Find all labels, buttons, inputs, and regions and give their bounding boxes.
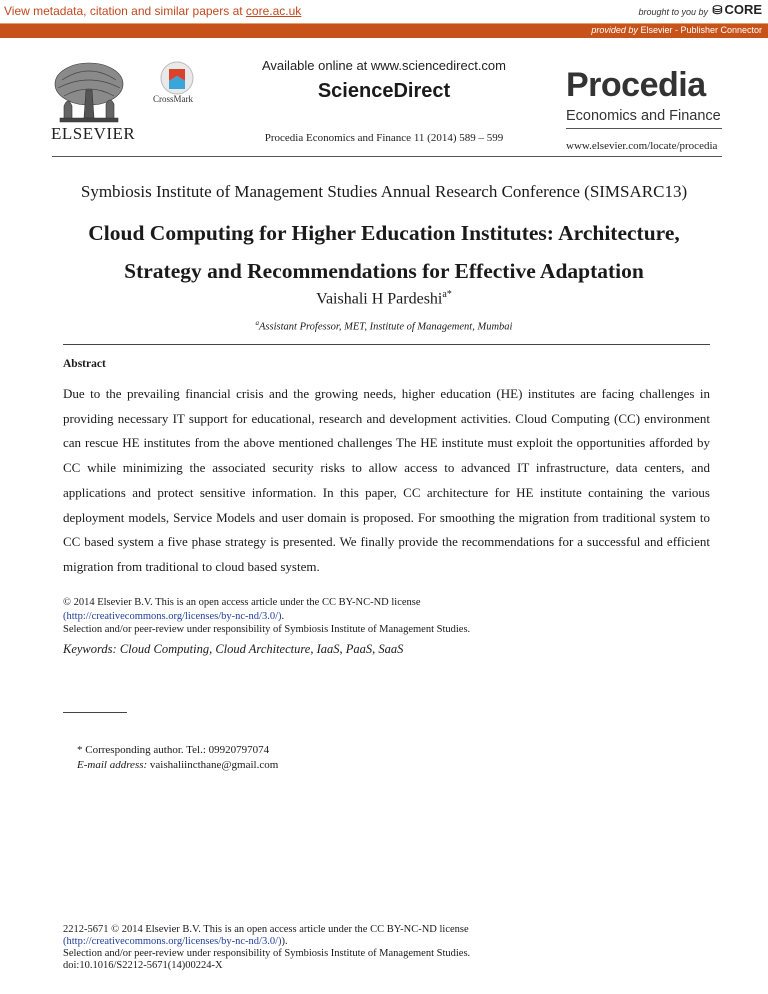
elsevier-wordmark: ELSEVIER [51, 124, 136, 143]
provided-by-text: provided by Elsevier - Publisher Connector [591, 25, 762, 35]
brought-by-text: brought to you by [638, 7, 708, 17]
author-line [0, 289, 768, 308]
affiliation: $^a$Assistant Professor, MET, Institute of Management, Mumbai [255, 319, 513, 333]
keywords: Keywords: Cloud Computing, Cloud Architecture, IaaS, PaaS, SaaS [63, 642, 404, 656]
metadata-link[interactable]: View metadata, citation and similar papers at core.ac.uk [4, 4, 302, 18]
available-online-text: Available online at www.sciencedirect.com [262, 58, 506, 73]
sciencedirect-logo[interactable]: ScienceDirect [317, 80, 451, 102]
article-title [40, 214, 728, 290]
email-address[interactable]: vaishaliincthane@gmail.com [149, 759, 279, 771]
core-logo[interactable]: ⛁ CORE [712, 2, 762, 17]
affiliation-mark: a [255, 319, 260, 327]
license-url-line: (http://creativecommons.org/licenses/by-nc-nd/3.0/). [63, 610, 285, 622]
footer-license-url-line: (http://creativecommons.org/licenses/by-nc-nd/3.0/)). [63, 936, 288, 947]
abstract-heading: Abstract [63, 358, 106, 370]
header-divider [566, 128, 722, 129]
journal-name: Procedia [566, 66, 706, 104]
corresponding-author-note [77, 743, 278, 773]
header-rule [52, 156, 722, 157]
corresponding-author-line: * Corresponding author. Tel.: 09920797074 [77, 744, 270, 756]
footer-copyright [63, 924, 470, 972]
peer-review-line: Selection and/or peer-review under responsibility of Symbiosis Institute of Management Studies. [63, 624, 471, 635]
license-link[interactable]: (http://creativecommons.org/licenses/by-nc-nd/3.0/) [63, 610, 282, 622]
journal-subtitle: Economics and Finance [566, 108, 721, 124]
journal-url[interactable]: www.elsevier.com/locate/procedia [566, 140, 718, 152]
abstract-rule [63, 344, 710, 345]
issn-license-line: 2212-5671 © 2014 Elsevier B.V. This is an open access article under the CC BY-NC-ND license [63, 924, 469, 935]
title-line-1: Cloud Computing for Higher Education Institutes: Architecture, [88, 221, 680, 245]
footer-peer-review: Selection and/or peer-review under responsibility of Symbiosis Institute of Management Studies. [63, 948, 471, 959]
footer-license-link[interactable]: (http://creativecommons.org/licenses/by-nc-nd/3.0/) [63, 936, 282, 947]
email-line [77, 758, 278, 773]
core-banner [0, 0, 768, 24]
footnote-rule [63, 712, 127, 713]
crossmark-label: CrossMark [153, 94, 193, 104]
journal-reference: Procedia Economics and Finance 11 (2014) 589 – 599 [264, 132, 504, 144]
author-name: Vaishali H Pardeshi [316, 290, 443, 308]
abstract-text: Due to the prevailing financial crisis and the growing needs, higher education (HE) institutes are facing challenges in providing necessary IT support for educational, research and development activities. Cloud Computing (CC) environment can rescue HE institutes from the above mentioned challenges The HE institute must exploit the opportunities afforded by CC while minimizing the associated security risks to allow access to advanced IT infrastructure, data centers, and applications and protect sensitive information. In this paper, CC architecture for HE institute containing the various deployment models, Service Models and user domain is proposed. For smoothing the migration from traditional system to CC based system a five phase strategy is presented. We finally provide the recommendations for a successful and efficient migration from traditional to cloud based system. [63, 386, 710, 574]
email-label: E-mail address: [77, 759, 148, 771]
author-marks: a* [442, 289, 452, 300]
license-block [63, 596, 470, 637]
license-line: © 2014 Elsevier B.V. This is an open access article under the CC BY-NC-ND license [63, 597, 421, 608]
core-logo-icon: ⛁ [712, 3, 723, 17]
title-line-2: Strategy and Recommendations for Effective Adaptation [124, 259, 644, 283]
doi[interactable]: doi:10.1016/S2212-5671(14)00224-X [63, 960, 223, 971]
conference-name: Symbiosis Institute of Management Studies Annual Research Conference (SIMSARC13) [80, 182, 688, 201]
core-link[interactable]: core.ac.uk [245, 4, 302, 18]
provider-bar [0, 24, 768, 38]
